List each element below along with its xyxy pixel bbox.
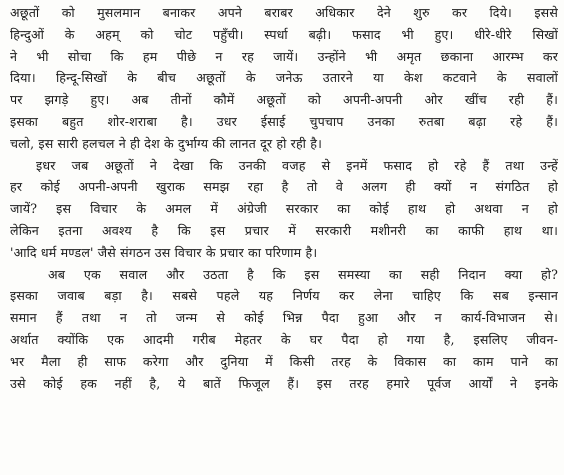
text-line: दिया। हिन्दू-सिखों के बीच अछूतों के जनेऊ उतारने या केश कटवाने के सवालों xyxy=(10,70,558,86)
text-line: लेकिन इतना अवश्य है कि इस प्रचार में सरकारी मशीनरी का काफी हाथ था। xyxy=(10,222,558,238)
text-line: अर्थात क्योंकि एक आदमी गरीब मेहतर के घर पैदा हो गया है, इसलिए जीवन- xyxy=(10,331,558,347)
text-line: इसका जवाब बड़ा है। सबसे पहले यह निर्णय कर लेना चाहिए कि सब इन्सान xyxy=(10,288,558,304)
text-line: हर कोई अपनी-अपनी खुराक समझ रहा है तो वे अलग ही क्यों न संगठित हो xyxy=(10,179,558,195)
paragraph-first-line: इधर जब अछूतों ने देखा कि उनकी वजह से इनमें फसाद हो रहे हैं तथा उन्हें xyxy=(36,157,558,173)
text-line: पर झगड़े हुए। अब तीनों कौमें अछूतों को अपनी-अपनी ओर खींच रही हैं। xyxy=(10,92,558,108)
text-line: इसका बहुत शोर-शराबा है। उधर ईसाई चुपचाप उनका रुतबा बढ़ा रहे हैं। xyxy=(10,113,558,129)
text-line: भर मैला ही साफ करेगा और दुनिया में किसी तरह के विकास का काम पाने का xyxy=(10,353,558,369)
text-line: जायें? इस विचार के अमल में अंग्रेजी सरकार का कोई हाथ हो अथवा न हो xyxy=(10,201,558,217)
text-line: अछूतों को मुसलमान बनाकर अपने बराबर अधिकार देने शुरु कर दिये। इससे xyxy=(10,5,558,20)
text-line: चलो, इस सारी हलचल ने ही देश के दुर्भाग्य की लानत दूर हो रही है। xyxy=(10,135,322,151)
text-line: ने भी सोचा कि हम पीछे न रह जायें। उन्होंने भी अमृत छकाना आरम्भ कर xyxy=(10,48,558,64)
text-line: हिन्दुओं के अहम् को चोट पहुँची। स्पर्धा बढ़ी। फसाद भी हुए। धीरे-धीरे सिखों xyxy=(10,26,558,42)
body-text xyxy=(10,2,558,394)
paragraph-first-line: अब एक सवाल और उठता है कि इस समस्या का सही निदान क्या हो? xyxy=(48,266,558,282)
text-line: समान हैं तथा न तो जन्म से कोई भिन्न पैदा हुआ और न कार्य-विभाजन से। xyxy=(10,310,558,326)
text-line: 'आदि धर्म मण्डल' जैसे संगठन उस विचार के प्रचार का परिणाम है। xyxy=(10,244,318,260)
text-line: उसे कोई हक नहीं है, ये बातें फिजूल हैं। इस तरह हमारे पूर्वज आर्यों ने इनके xyxy=(10,375,558,391)
